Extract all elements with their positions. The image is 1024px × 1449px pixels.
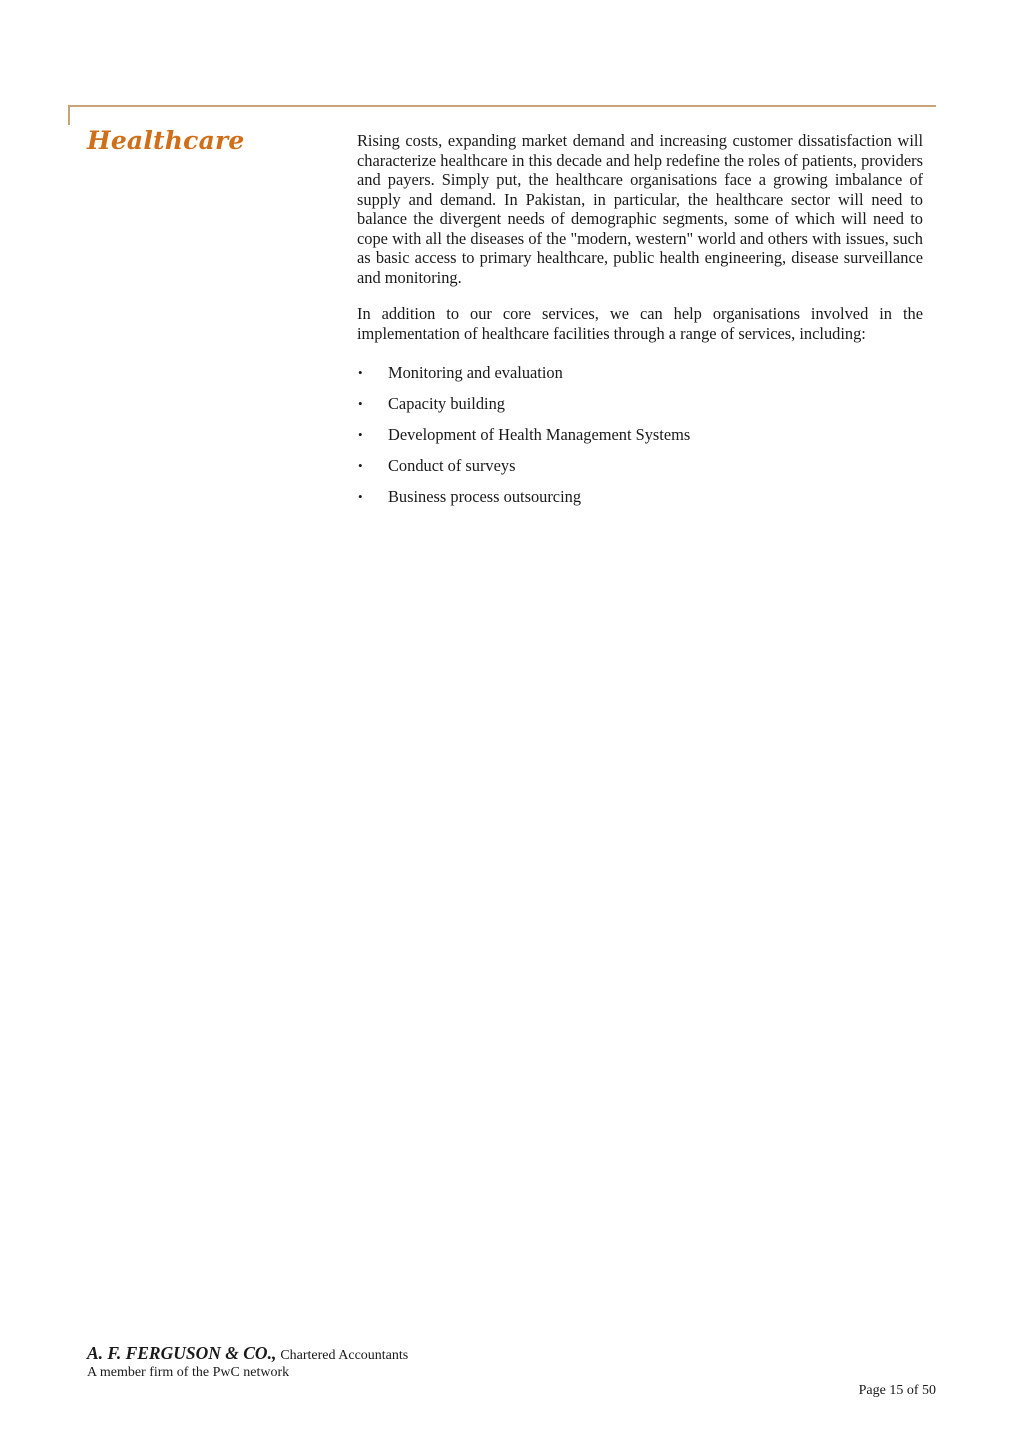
page-number: Page 15 of 50: [858, 1383, 936, 1398]
firm-designation: Chartered Accountants: [280, 1348, 409, 1363]
list-item: [357, 363, 923, 394]
bullet-icon: •: [358, 396, 363, 411]
list-item-label: Conduct of surveys: [388, 456, 516, 475]
list-item: [357, 425, 923, 456]
firm-name: A. F. FERGUSON & CO.,: [87, 1343, 277, 1363]
list-item-label: Development of Health Management Systems: [388, 425, 691, 444]
list-item-label: Capacity building: [388, 394, 505, 413]
intro-paragraph: Rising costs, expanding market demand and increasing customer dissatisfaction will characterize healthcare in this decade and help redefine the roles of patients, providers and payers. Simply put, the healthcare organisations face a growing imbalance of supply and demand. In Pakistan, in particular, the healthcare sector will need to balance the divergent needs of demographic segments, some of which will need to cope with all the diseases of the "modern, western" world and others with issues, such as basic access to primary healthcare, public health engineering, disease surveillance and monitoring.: [357, 131, 923, 287]
list-item: [357, 487, 923, 518]
footer-firm-line: [87, 1343, 408, 1364]
list-item-label: Business process outsourcing: [388, 487, 582, 506]
bullet-icon: •: [358, 489, 363, 504]
list-item-label: Monitoring and evaluation: [388, 363, 563, 382]
header-rule: [68, 105, 936, 107]
section-title: Healthcare: [87, 126, 245, 155]
bullet-icon: •: [358, 365, 363, 380]
bullet-icon: •: [358, 427, 363, 442]
footer-member-line: A member firm of the PwC network: [87, 1365, 290, 1380]
list-item: [357, 394, 923, 425]
services-list: [357, 363, 923, 518]
bullet-icon: •: [358, 458, 363, 473]
section-body: [357, 131, 923, 518]
services-intro-paragraph: In addition to our core services, we can help organisations involved in the implementation of healthcare facilities through a range of services, including:: [357, 304, 923, 343]
header-rule-corner: [68, 105, 70, 125]
list-item: [357, 456, 923, 487]
